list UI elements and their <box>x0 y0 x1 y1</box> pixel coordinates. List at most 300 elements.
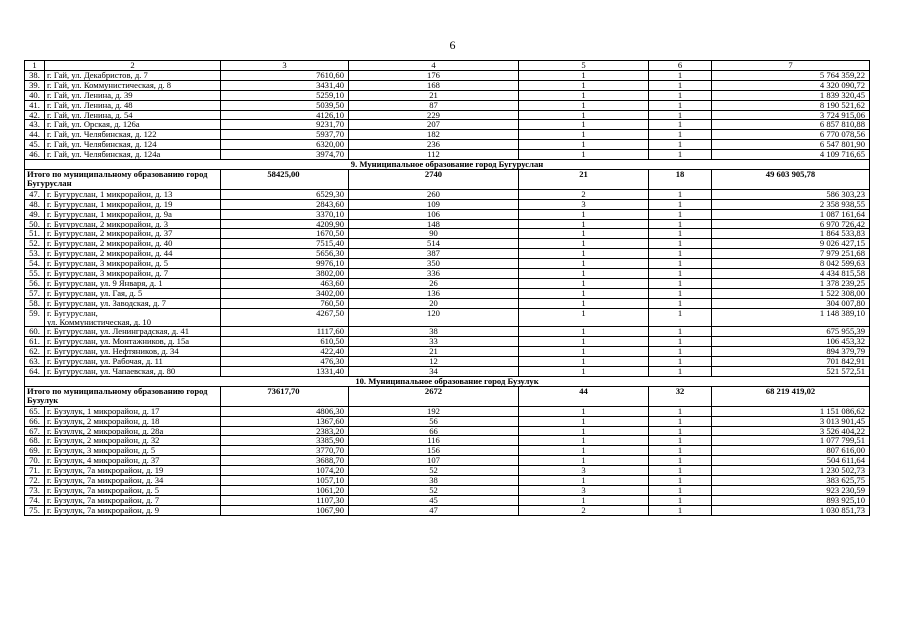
row-c6: 1 <box>649 100 712 110</box>
column-header: 6 <box>649 61 712 71</box>
address-line: ул. Коммунистическая, д. 10 <box>47 316 152 327</box>
row-c4: 192 <box>349 406 519 416</box>
row-c5: 1 <box>519 476 649 486</box>
row-area: 1670,50 <box>221 229 349 239</box>
row-area: 1331,40 <box>221 367 349 377</box>
table-row <box>25 288 870 298</box>
row-c5: 1 <box>519 347 649 357</box>
table-row <box>25 140 870 150</box>
row-c6: 1 <box>649 288 712 298</box>
table-row <box>25 347 870 357</box>
row-number: 51. <box>25 229 45 239</box>
row-c6: 1 <box>649 367 712 377</box>
row-cost: 4 434 815,58 <box>712 269 870 279</box>
row-c4: 66 <box>349 426 519 436</box>
row-c4: 56 <box>349 416 519 426</box>
row-c6: 1 <box>649 485 712 495</box>
section-heading-row <box>25 377 870 387</box>
row-address: г. Бугуруслан, ул. Рабочая, д. 11 <box>45 357 221 367</box>
row-c4: 33 <box>349 337 519 347</box>
row-c6: 1 <box>649 357 712 367</box>
row-number: 43. <box>25 120 45 130</box>
column-header-row <box>25 61 870 71</box>
row-area: 2383,20 <box>221 426 349 436</box>
total-cost: 68 219 419,02 <box>712 386 870 406</box>
row-cost: 1 839 320,45 <box>712 90 870 100</box>
row-c4: 176 <box>349 70 519 80</box>
row-cost: 1 522 308,00 <box>712 288 870 298</box>
row-c4: 47 <box>349 505 519 515</box>
row-number: 56. <box>25 278 45 288</box>
row-cost: 1 148 389,10 <box>712 308 870 327</box>
table-row <box>25 436 870 446</box>
row-area: 4209,90 <box>221 219 349 229</box>
row-number: 73. <box>25 485 45 495</box>
table-row <box>25 219 870 229</box>
row-c6: 1 <box>649 229 712 239</box>
row-c4: 260 <box>349 189 519 199</box>
row-number: 48. <box>25 199 45 209</box>
row-c6: 1 <box>649 308 712 327</box>
table-row <box>25 357 870 367</box>
row-cost: 893 925,10 <box>712 495 870 505</box>
row-number: 53. <box>25 249 45 259</box>
row-number: 62. <box>25 347 45 357</box>
row-address: г. Бугуруслан, ул. Чапаевская, д. 80 <box>45 367 221 377</box>
row-area: 3688,70 <box>221 456 349 466</box>
row-c4: 34 <box>349 367 519 377</box>
total-c5: 44 <box>519 386 649 406</box>
row-address: г. Бугуруслан, 2 микрорайон, д. 37 <box>45 229 221 239</box>
table-row <box>25 90 870 100</box>
row-area: 4126,10 <box>221 110 349 120</box>
row-number: 60. <box>25 327 45 337</box>
row-area: 760,50 <box>221 298 349 308</box>
row-number: 74. <box>25 495 45 505</box>
row-address: г. Гай, ул. Ленина, д. 48 <box>45 100 221 110</box>
row-number: 40. <box>25 90 45 100</box>
row-c6: 1 <box>649 140 712 150</box>
column-header: 3 <box>221 61 349 71</box>
row-c5: 1 <box>519 308 649 327</box>
row-c4: 45 <box>349 495 519 505</box>
table-row <box>25 476 870 486</box>
row-area: 7515,40 <box>221 239 349 249</box>
row-c5: 1 <box>519 219 649 229</box>
row-address: г. Гай, ул. Ленина, д. 39 <box>45 90 221 100</box>
table-row <box>25 209 870 219</box>
row-c6: 1 <box>649 249 712 259</box>
table-row <box>25 259 870 269</box>
row-cost: 1 864 533,83 <box>712 229 870 239</box>
row-area: 3770,70 <box>221 446 349 456</box>
row-c5: 1 <box>519 110 649 120</box>
row-c5: 1 <box>519 495 649 505</box>
row-address: г. Бузулук, 2 микрорайон, д. 18 <box>45 416 221 426</box>
table-row <box>25 495 870 505</box>
row-number: 59. <box>25 308 45 327</box>
row-number: 42. <box>25 110 45 120</box>
row-area: 4806,30 <box>221 406 349 416</box>
row-cost: 521 572,51 <box>712 367 870 377</box>
row-number: 55. <box>25 269 45 279</box>
row-c6: 1 <box>649 239 712 249</box>
row-cost: 6 547 801,90 <box>712 140 870 150</box>
row-area: 610,50 <box>221 337 349 347</box>
row-c4: 90 <box>349 229 519 239</box>
row-area: 1117,60 <box>221 327 349 337</box>
row-cost: 7 979 251,68 <box>712 249 870 259</box>
row-number: 57. <box>25 288 45 298</box>
row-address: г. Гай, ул. Челябинская, д. 124 <box>45 140 221 150</box>
row-area: 422,40 <box>221 347 349 357</box>
row-address: г. Бугуруслан, 2 микрорайон, д. 3 <box>45 219 221 229</box>
row-area: 6529,30 <box>221 189 349 199</box>
row-c5: 3 <box>519 199 649 209</box>
row-number: 54. <box>25 259 45 269</box>
row-address: г. Бугуруслан, 2 микрорайон, д. 40 <box>45 239 221 249</box>
row-c4: 106 <box>349 209 519 219</box>
row-c6: 1 <box>649 110 712 120</box>
row-c6: 1 <box>649 209 712 219</box>
table-row <box>25 150 870 160</box>
row-number: 58. <box>25 298 45 308</box>
section-total-row <box>25 386 870 406</box>
row-c5: 1 <box>519 416 649 426</box>
row-address: г. Бугуруслан, 3 микрорайон, д. 7 <box>45 269 221 279</box>
row-c6: 1 <box>649 150 712 160</box>
section-heading-row <box>25 160 870 170</box>
row-area: 5039,50 <box>221 100 349 110</box>
row-address: г. Гай, ул. Орская, д. 126а <box>45 120 221 130</box>
row-address: г. Бугуруслан, 1 микрорайон, д. 13 <box>45 189 221 199</box>
row-c5: 1 <box>519 337 649 347</box>
row-c4: 38 <box>349 327 519 337</box>
row-c4: 168 <box>349 80 519 90</box>
table-row <box>25 239 870 249</box>
row-cost: 1 230 502,73 <box>712 466 870 476</box>
row-c6: 1 <box>649 219 712 229</box>
row-cost: 1 077 799,51 <box>712 436 870 446</box>
table-row <box>25 456 870 466</box>
table-row <box>25 130 870 140</box>
row-address: г. Бузулук, 4 микрорайон, д. 37 <box>45 456 221 466</box>
column-header: 5 <box>519 61 649 71</box>
row-cost: 6 970 726,42 <box>712 219 870 229</box>
row-c6: 1 <box>649 327 712 337</box>
row-address: г. Бугуруслан, ул. Ленинградская, д. 41 <box>45 327 221 337</box>
row-address: г. Бугуруслан, 1 микрорайон, д. 19 <box>45 199 221 209</box>
row-area: 3402,00 <box>221 288 349 298</box>
table-row <box>25 406 870 416</box>
row-area: 476,30 <box>221 357 349 367</box>
row-c4: 26 <box>349 278 519 288</box>
row-cost: 1 087 161,64 <box>712 209 870 219</box>
row-area: 2843,60 <box>221 199 349 209</box>
row-cost: 6 770 078,56 <box>712 130 870 140</box>
row-cost: 304 007,80 <box>712 298 870 308</box>
row-c5: 1 <box>519 278 649 288</box>
row-c4: 52 <box>349 485 519 495</box>
row-area: 3802,00 <box>221 269 349 279</box>
row-number: 41. <box>25 100 45 110</box>
column-header: 4 <box>349 61 519 71</box>
row-c4: 20 <box>349 298 519 308</box>
row-cost: 9 026 427,15 <box>712 239 870 249</box>
row-c4: 207 <box>349 120 519 130</box>
row-cost: 5 764 359,22 <box>712 70 870 80</box>
row-c5: 1 <box>519 249 649 259</box>
row-cost: 4 109 716,65 <box>712 150 870 160</box>
row-number: 50. <box>25 219 45 229</box>
row-address: г. Гай, ул. Коммунистическая, д. 8 <box>45 80 221 90</box>
row-c4: 182 <box>349 130 519 140</box>
row-c6: 1 <box>649 446 712 456</box>
row-c5: 1 <box>519 357 649 367</box>
row-cost: 2 358 938,55 <box>712 199 870 209</box>
row-c5: 1 <box>519 90 649 100</box>
row-c5: 1 <box>519 456 649 466</box>
table-row <box>25 367 870 377</box>
row-c4: 236 <box>349 140 519 150</box>
row-number: 46. <box>25 150 45 160</box>
row-c5: 3 <box>519 485 649 495</box>
row-c6: 1 <box>649 406 712 416</box>
row-number: 68. <box>25 436 45 446</box>
row-c6: 1 <box>649 269 712 279</box>
row-c4: 136 <box>349 288 519 298</box>
row-c4: 229 <box>349 110 519 120</box>
row-c4: 107 <box>349 456 519 466</box>
row-address <box>45 308 221 327</box>
row-number: 45. <box>25 140 45 150</box>
row-c4: 387 <box>349 249 519 259</box>
table-row <box>25 337 870 347</box>
row-number: 47. <box>25 189 45 199</box>
row-address: г. Бузулук, 1 микрорайон, д. 17 <box>45 406 221 416</box>
section-total-row <box>25 169 870 189</box>
row-c6: 1 <box>649 416 712 426</box>
table-row <box>25 308 870 327</box>
row-area: 1367,60 <box>221 416 349 426</box>
row-cost: 807 616,00 <box>712 446 870 456</box>
row-cost: 3 013 901,45 <box>712 416 870 426</box>
table-row <box>25 485 870 495</box>
row-number: 61. <box>25 337 45 347</box>
row-number: 72. <box>25 476 45 486</box>
table-row <box>25 120 870 130</box>
housing-table <box>24 60 870 516</box>
row-cost: 8 190 521,62 <box>712 100 870 110</box>
row-c5: 1 <box>519 80 649 90</box>
row-number: 49. <box>25 209 45 219</box>
table-row <box>25 269 870 279</box>
section-title: 10. Муниципальное образование город Бузулук <box>25 377 870 387</box>
row-c4: 336 <box>349 269 519 279</box>
table-row <box>25 70 870 80</box>
row-area: 3431,40 <box>221 80 349 90</box>
table-row <box>25 249 870 259</box>
table-row <box>25 80 870 90</box>
row-area: 463,60 <box>221 278 349 288</box>
row-address: г. Бузулук, 2 микрорайон, д. 32 <box>45 436 221 446</box>
row-c4: 38 <box>349 476 519 486</box>
row-c4: 156 <box>349 446 519 456</box>
total-label: Итого по муниципальному образованию город Бузулук <box>25 386 221 406</box>
table-row <box>25 298 870 308</box>
row-c4: 21 <box>349 90 519 100</box>
row-address: г. Бузулук, 7а микрорайон, д. 19 <box>45 466 221 476</box>
row-cost: 504 611,64 <box>712 456 870 466</box>
row-c4: 350 <box>349 259 519 269</box>
column-header: 1 <box>25 61 45 71</box>
row-number: 66. <box>25 416 45 426</box>
table-row <box>25 278 870 288</box>
row-cost: 3 526 404,22 <box>712 426 870 436</box>
total-c5: 21 <box>519 169 649 189</box>
row-address: г. Гай, ул. Челябинская, д. 122 <box>45 130 221 140</box>
row-area: 5259,10 <box>221 90 349 100</box>
row-cost: 1 030 851,73 <box>712 505 870 515</box>
row-cost: 383 625,75 <box>712 476 870 486</box>
row-address: г. Бугуруслан, ул. Монтажников, д. 15а <box>45 337 221 347</box>
row-area: 3370,10 <box>221 209 349 219</box>
row-c4: 116 <box>349 436 519 446</box>
row-area: 5937,70 <box>221 130 349 140</box>
row-area: 1067,90 <box>221 505 349 515</box>
column-header: 7 <box>712 61 870 71</box>
total-cost: 49 603 905,78 <box>712 169 870 189</box>
row-area: 1057,10 <box>221 476 349 486</box>
row-c6: 1 <box>649 466 712 476</box>
total-c6: 32 <box>649 386 712 406</box>
row-c6: 1 <box>649 259 712 269</box>
row-number: 65. <box>25 406 45 416</box>
row-c4: 21 <box>349 347 519 357</box>
row-c6: 1 <box>649 70 712 80</box>
row-c5: 1 <box>519 406 649 416</box>
row-address: г. Бугуруслан, 3 микрорайон, д. 5 <box>45 259 221 269</box>
row-number: 70. <box>25 456 45 466</box>
row-cost: 1 151 086,62 <box>712 406 870 416</box>
row-address: г. Бузулук, 7а микрорайон, д. 9 <box>45 505 221 515</box>
table-row <box>25 100 870 110</box>
row-c6: 1 <box>649 278 712 288</box>
row-area: 1074,20 <box>221 466 349 476</box>
row-c6: 1 <box>649 426 712 436</box>
section-title: 9. Муниципальное образование город Бугуруслан <box>25 160 870 170</box>
row-c6: 1 <box>649 298 712 308</box>
row-address: г. Гай, ул. Челябинская, д. 124а <box>45 150 221 160</box>
table-row <box>25 327 870 337</box>
row-cost: 586 303,23 <box>712 189 870 199</box>
row-c5: 2 <box>519 189 649 199</box>
row-c5: 2 <box>519 505 649 515</box>
row-number: 52. <box>25 239 45 249</box>
row-area: 9231,70 <box>221 120 349 130</box>
row-c5: 1 <box>519 150 649 160</box>
total-c4: 2672 <box>349 386 519 406</box>
row-address: г. Бугуруслан, ул. 9 Января, д. 1 <box>45 278 221 288</box>
row-address: г. Бузулук, 7а микрорайон, д. 7 <box>45 495 221 505</box>
total-area: 58425,00 <box>221 169 349 189</box>
table-row <box>25 426 870 436</box>
row-c5: 1 <box>519 140 649 150</box>
table-row <box>25 505 870 515</box>
row-area: 3385,90 <box>221 436 349 446</box>
row-address: г. Гай, ул. Ленина, д. 54 <box>45 110 221 120</box>
table-row <box>25 110 870 120</box>
row-c4: 148 <box>349 219 519 229</box>
row-cost: 701 842,91 <box>712 357 870 367</box>
row-area: 1107,30 <box>221 495 349 505</box>
column-header: 2 <box>45 61 221 71</box>
table-row <box>25 229 870 239</box>
row-address: г. Бугуруслан, ул. Заводская, д. 7 <box>45 298 221 308</box>
row-area: 7610,60 <box>221 70 349 80</box>
row-c4: 87 <box>349 100 519 110</box>
row-c4: 12 <box>349 357 519 367</box>
row-c5: 1 <box>519 70 649 80</box>
row-c5: 1 <box>519 120 649 130</box>
table-row <box>25 416 870 426</box>
row-area: 5656,30 <box>221 249 349 259</box>
row-number: 75. <box>25 505 45 515</box>
row-c6: 1 <box>649 189 712 199</box>
row-c5: 1 <box>519 426 649 436</box>
row-c6: 1 <box>649 456 712 466</box>
row-c6: 1 <box>649 436 712 446</box>
row-address: г. Бугуруслан, 2 микрорайон, д. 44 <box>45 249 221 259</box>
row-number: 67. <box>25 426 45 436</box>
row-number: 38. <box>25 70 45 80</box>
row-number: 44. <box>25 130 45 140</box>
row-c5: 3 <box>519 466 649 476</box>
row-c6: 1 <box>649 130 712 140</box>
page-number: 6 <box>449 38 456 52</box>
row-c5: 1 <box>519 269 649 279</box>
table-row <box>25 199 870 209</box>
table-row <box>25 466 870 476</box>
row-c5: 1 <box>519 298 649 308</box>
row-c5: 1 <box>519 239 649 249</box>
row-c4: 112 <box>349 150 519 160</box>
row-c5: 1 <box>519 446 649 456</box>
row-c6: 1 <box>649 337 712 347</box>
row-cost: 894 379,79 <box>712 347 870 357</box>
row-c5: 1 <box>519 100 649 110</box>
row-c5: 1 <box>519 229 649 239</box>
row-cost: 6 857 810,88 <box>712 120 870 130</box>
row-cost: 106 453,32 <box>712 337 870 347</box>
row-c6: 1 <box>649 495 712 505</box>
table-body <box>25 61 870 516</box>
row-c5: 1 <box>519 209 649 219</box>
row-c6: 1 <box>649 90 712 100</box>
row-c5: 1 <box>519 367 649 377</box>
row-c5: 1 <box>519 130 649 140</box>
row-cost: 1 378 239,25 <box>712 278 870 288</box>
row-number: 71. <box>25 466 45 476</box>
total-c4: 2740 <box>349 169 519 189</box>
row-c4: 109 <box>349 199 519 209</box>
row-c6: 1 <box>649 347 712 357</box>
total-area: 73617,70 <box>221 386 349 406</box>
row-number: 39. <box>25 80 45 90</box>
row-address: г. Бугуруслан, ул. Гая, д. 5 <box>45 288 221 298</box>
row-area: 1061,20 <box>221 485 349 495</box>
row-area: 3974,70 <box>221 150 349 160</box>
